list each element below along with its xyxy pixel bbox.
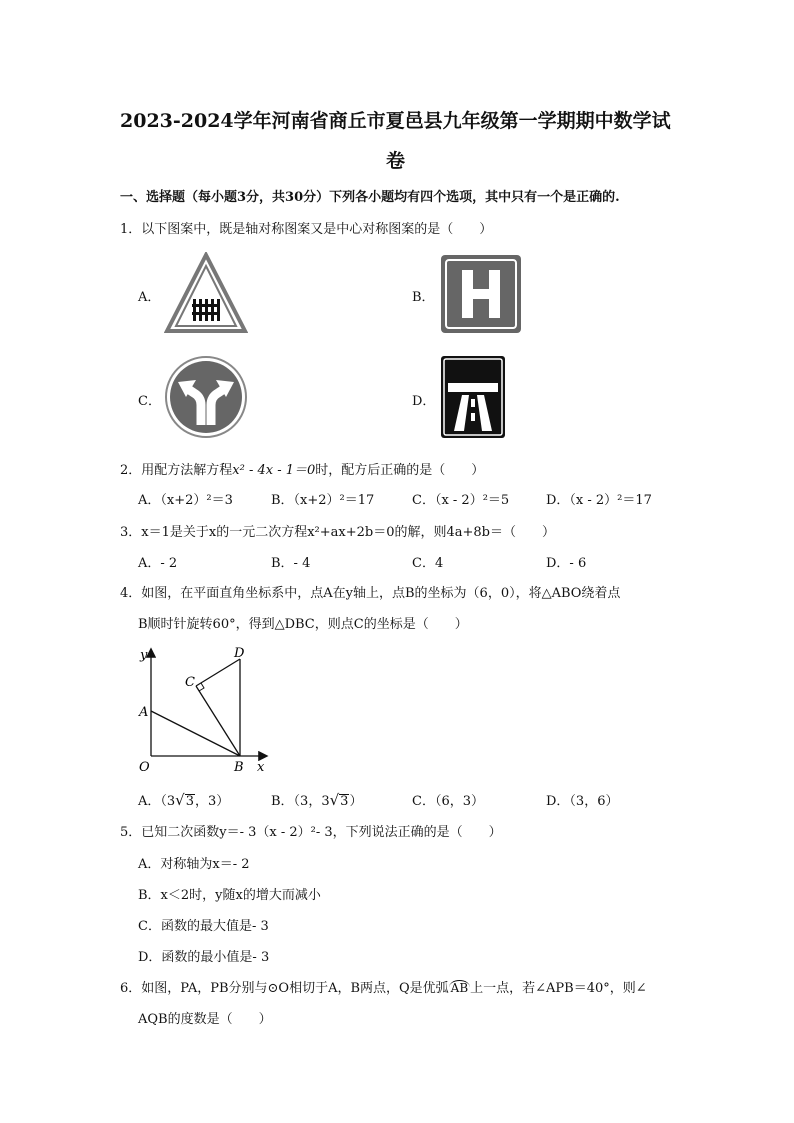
q5-option-b: B．x＜2时，y随x的增大而减小 — [138, 888, 321, 903]
motorway-sign-icon — [440, 355, 506, 439]
q3-option-c: C．4 — [412, 556, 444, 571]
q2-option-c: C．（x - 2）²＝5 — [412, 493, 510, 508]
q3-option-b: B．- 4 — [271, 556, 311, 571]
question-6-line2: AQB的度数是（ ） — [138, 1012, 272, 1027]
question-5-stem: 5．已知二次函数y＝- 3（x - 2）²- 3，下列说法正确的是（ ） — [120, 825, 502, 840]
q4-option-a-pre: A．（3 — [138, 794, 176, 809]
q5-option-a: A．对称轴为x＝- 2 — [138, 857, 250, 872]
q3-option-a: A．- 2 — [138, 556, 178, 571]
page-title-line2: 卷 — [386, 150, 406, 172]
q4-option-d: D．（3，6） — [546, 794, 619, 809]
hospital-h-sign-icon — [440, 254, 522, 334]
q4-option-b-pre: B．（3，3 — [271, 794, 330, 809]
figure-label-x: x — [257, 760, 265, 775]
q2-option-a: A．（x+2）²＝3 — [138, 493, 233, 508]
q1-option-b-label: B． — [412, 290, 435, 305]
question-3-stem: 3．x＝1是关于x的一元二次方程x²+ax+2b＝0的解，则4a+8b＝（ ） — [120, 525, 555, 540]
figure-label-d: D — [234, 646, 245, 661]
question-1-stem: 1．以下图案中，既是轴对称图案又是中心对称图案的是（ ） — [120, 222, 493, 237]
question-2-stem — [120, 459, 484, 478]
section-heading: 一、选择题（每小题3分，共30分）下列各小题均有四个选项，其中只有一个是正确的. — [120, 190, 620, 205]
q2-stem-pre: 2．用配方法解方程 — [120, 463, 233, 478]
question-4-line1: 4．如图，在平面直角坐标系中，点A在y轴上，点B的坐标为（6，0），将△ABO绕着点 — [120, 586, 621, 601]
q5-option-d: D．函数的最小值是- 3 — [138, 950, 270, 965]
q5-option-c: C．函数的最大值是- 3 — [138, 919, 269, 934]
figure-label-o: O — [139, 760, 150, 775]
page-title-line1: 2023-2024学年河南省商丘市夏邑县九年级第一学期期中数学试 — [120, 110, 671, 132]
q2-equation: x² - 4x - 1＝0 — [232, 463, 316, 478]
sqrt-sign: √ — [329, 791, 340, 809]
figure-label-b: B — [234, 760, 244, 775]
q1-option-a-label: A． — [138, 290, 161, 305]
q2-option-b: B．（x+2）²＝17 — [271, 493, 375, 508]
q6-arc-ab: AB — [450, 981, 469, 995]
q4-option-a-post: ，3） — [195, 794, 230, 809]
railway-crossing-warning-sign-icon — [164, 252, 248, 334]
q1-option-c-label: C． — [138, 394, 161, 409]
q1-option-d-label: D． — [412, 394, 436, 409]
q2-option-d: D．（x - 2）²＝17 — [546, 493, 652, 508]
question-4-line2: B顺时针旋转60°，得到△DBC，则点C的坐标是（ ） — [138, 617, 468, 632]
q2-stem-post: 时，配方后正确的是（ ） — [315, 463, 485, 478]
figure-label-a: A — [139, 705, 149, 720]
q4-option-b-post: ） — [349, 794, 363, 809]
sqrt-sign: √ — [175, 791, 185, 809]
question-6-line1 — [120, 977, 647, 996]
q4-option-b — [271, 790, 362, 809]
left-right-fork-sign-icon — [164, 355, 248, 439]
q6-post: 上一点，若∠APB＝40°，则∠ — [470, 981, 647, 996]
figure-label-c: C — [185, 675, 195, 690]
q6-pre: 6．如图，PA，PB分别与⊙O相切于A，B两点，Q是优弧 — [120, 981, 449, 996]
q4-option-a-radicand: 3 — [185, 794, 195, 809]
q4-option-c: C．（6，3） — [412, 794, 484, 809]
q4-option-b-radicand: 3 — [340, 794, 349, 809]
q4-option-a — [138, 790, 229, 809]
q3-option-d: D．- 6 — [546, 556, 587, 571]
q4-coordinate-figure — [132, 644, 272, 776]
figure-label-y: y — [140, 648, 148, 663]
